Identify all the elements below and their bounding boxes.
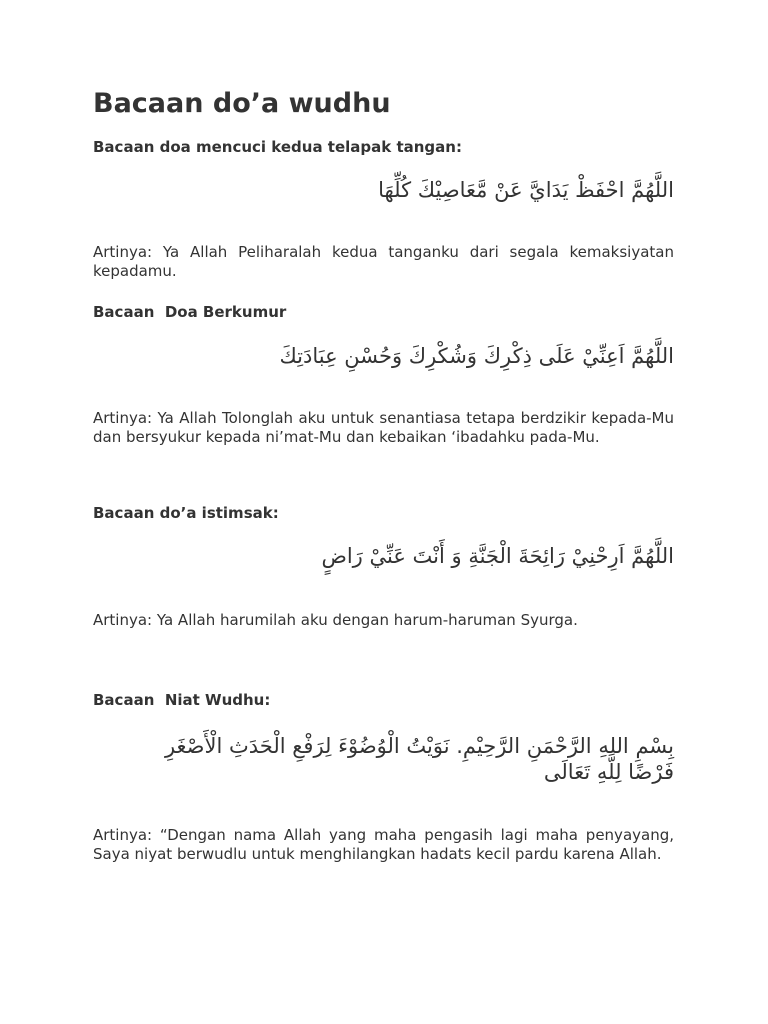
document-title: Bacaan do’a wudhu <box>93 88 391 119</box>
meaning-wudhu-intention: Artinya: “Dengan nama Allah yang maha pengasih lagi maha penyayang, Saya niyat berwudlu untuk menghilangkan hadats kecil pardu karena Allah. <box>93 826 674 863</box>
arabic-prayer-istimsak: اللَّهُمَّ اَرِحْنِيْ رَائِحَةَ الْجَنَّةِ وَ أَنْتَ عَنِّيْ رَاضٍ <box>321 544 674 568</box>
section-heading-istimsak: Bacaan do’a istimsak: <box>93 504 279 522</box>
arabic-prayer-hand-washing: اللَّهُمَّ احْفَظْ يَدَايَّ عَنْ مَّعَاصِيْكَ كُلِّهَا <box>378 178 674 202</box>
arabic-prayer-wudhu-intention: بِسْمِ اللهِ الرَّحْمَنِ الرَّحِيْمِ. نَوَيْتُ الْوُضُوْءَ لِرَفْعِ الْحَدَثِ الْأَصْغَرِ فَرْضًا لِلَّهِ تَعَالَى <box>164 734 674 784</box>
meaning-istimsak: Artinya: Ya Allah harumilah aku dengan harum-haruman Syurga. <box>93 611 578 629</box>
meaning-gargling: Artinya: Ya Allah Tolonglah aku untuk senantiasa tetapa berdzikir kepada-Mu dan bersyukur kepada ni’mat-Mu dan kebaikan ‘ibadahku pada-Mu. <box>93 409 674 446</box>
arabic-prayer-gargling: اللَّهُمَّ اَعِنِّيْ عَلَى ذِكْرِكَ وَشُكْرِكَ وَحُسْنِ عِبَادَتِكَ <box>279 344 674 368</box>
meaning-hand-washing: Artinya: Ya Allah Peliharalah kedua tanganku dari segala kemaksiyatan kepadamu. <box>93 243 674 280</box>
section-heading-wudhu-intention: Bacaan Niat Wudhu: <box>93 691 271 709</box>
section-heading-gargling: Bacaan Doa Berkumur <box>93 303 287 321</box>
section-heading-hand-washing: Bacaan doa mencuci kedua telapak tangan: <box>93 138 462 156</box>
